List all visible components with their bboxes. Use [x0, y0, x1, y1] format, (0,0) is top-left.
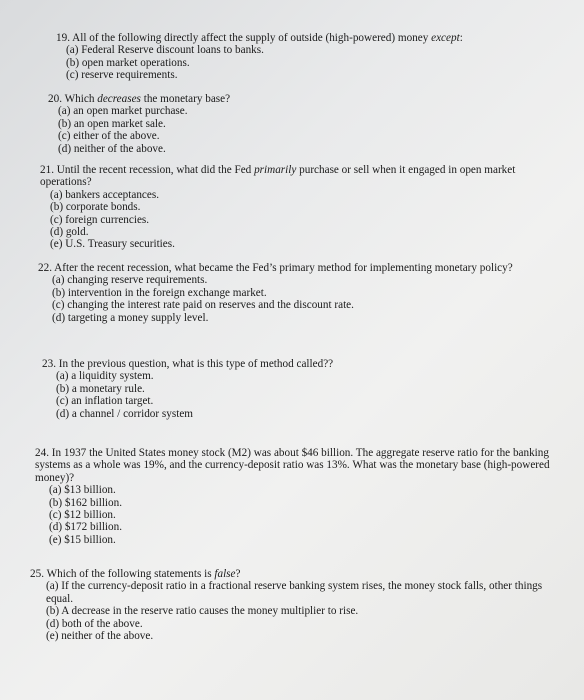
question-22-text: 22. After the recent recession, what became the Fed’s primary method for implementing monetary policy? — [38, 262, 513, 274]
option: (b) an open market sale. — [58, 117, 166, 130]
option: (a) a liquidity system. — [56, 370, 154, 383]
option: (a) changing reserve requirements. — [52, 274, 208, 287]
question-20-options — [48, 105, 548, 155]
option: (a) If the currency-deposit ratio in a fractional reserve banking system rises, the money stock falls, other things equal. — [46, 580, 543, 605]
question-23-options — [42, 370, 562, 420]
option: (b) intervention in the foreign exchange market. — [52, 286, 267, 299]
question-23-text: 23. In the previous question, what is this type of method called?? — [42, 358, 334, 370]
option: (b) $162 billion. — [49, 496, 123, 509]
option: (d) targeting a money supply level. — [52, 311, 209, 324]
question-20 — [48, 93, 548, 155]
option: (c) either of the above. — [58, 130, 160, 143]
question-25 — [30, 568, 570, 642]
question-22 — [38, 262, 558, 324]
option: (c) $12 billion. — [49, 509, 116, 522]
option: (d) a channel / corridor system — [56, 407, 193, 420]
option: (a) Federal Reserve discount loans to banks. — [66, 44, 264, 57]
option: (b) a monetary rule. — [56, 382, 145, 395]
question-25-text: 25. Which of the following statements is false? — [30, 568, 241, 580]
option: (e) U.S. Treasury securities. — [50, 238, 175, 251]
option: (d) both of the above. — [46, 617, 143, 630]
question-21-text: 21. Until the recent recession, what did the Fed primarily purchase or sell when it engaged in open market operations? — [40, 164, 516, 189]
question-19-text: 19. All of the following directly affect the supply of outside (high-powered) money except: — [56, 32, 463, 44]
option: (d) gold. — [50, 226, 89, 239]
question-23 — [42, 358, 562, 420]
option: (c) changing the interest rate paid on reserves and the discount rate. — [52, 299, 354, 312]
option: (e) $15 billion. — [49, 533, 116, 546]
option: (d) $172 billion. — [49, 521, 123, 534]
option: (c) reserve requirements. — [66, 69, 178, 82]
question-24-text: 24. In 1937 the United States money stock (M2) was about $46 billion. The aggregate reserve ratio for the banking systems as a whole was 19%, and the currency-deposit ratio was 13%. What was the monetary base (high-powered money)? — [35, 447, 550, 484]
option: (c) foreign currencies. — [50, 213, 150, 226]
option: (a) $13 billion. — [49, 484, 116, 497]
question-21-options — [40, 189, 560, 251]
question-21 — [40, 164, 560, 251]
option: (e) neither of the above. — [46, 630, 154, 643]
question-19-options — [56, 44, 556, 81]
question-25-options — [30, 580, 570, 642]
question-19 — [56, 32, 556, 82]
question-24 — [35, 447, 565, 546]
option: (d) neither of the above. — [58, 142, 166, 155]
question-24-options — [35, 484, 565, 546]
option: (b) open market operations. — [66, 56, 190, 69]
question-20-text: 20. Which decreases the monetary base? — [48, 93, 231, 105]
option: (a) bankers acceptances. — [50, 188, 160, 201]
option: (a) an open market purchase. — [58, 105, 188, 118]
question-22-options — [38, 274, 558, 324]
option: (b) A decrease in the reserve ratio causes the money multiplier to rise. — [46, 605, 359, 618]
option: (b) corporate bonds. — [50, 201, 141, 214]
option: (c) an inflation target. — [56, 395, 154, 408]
